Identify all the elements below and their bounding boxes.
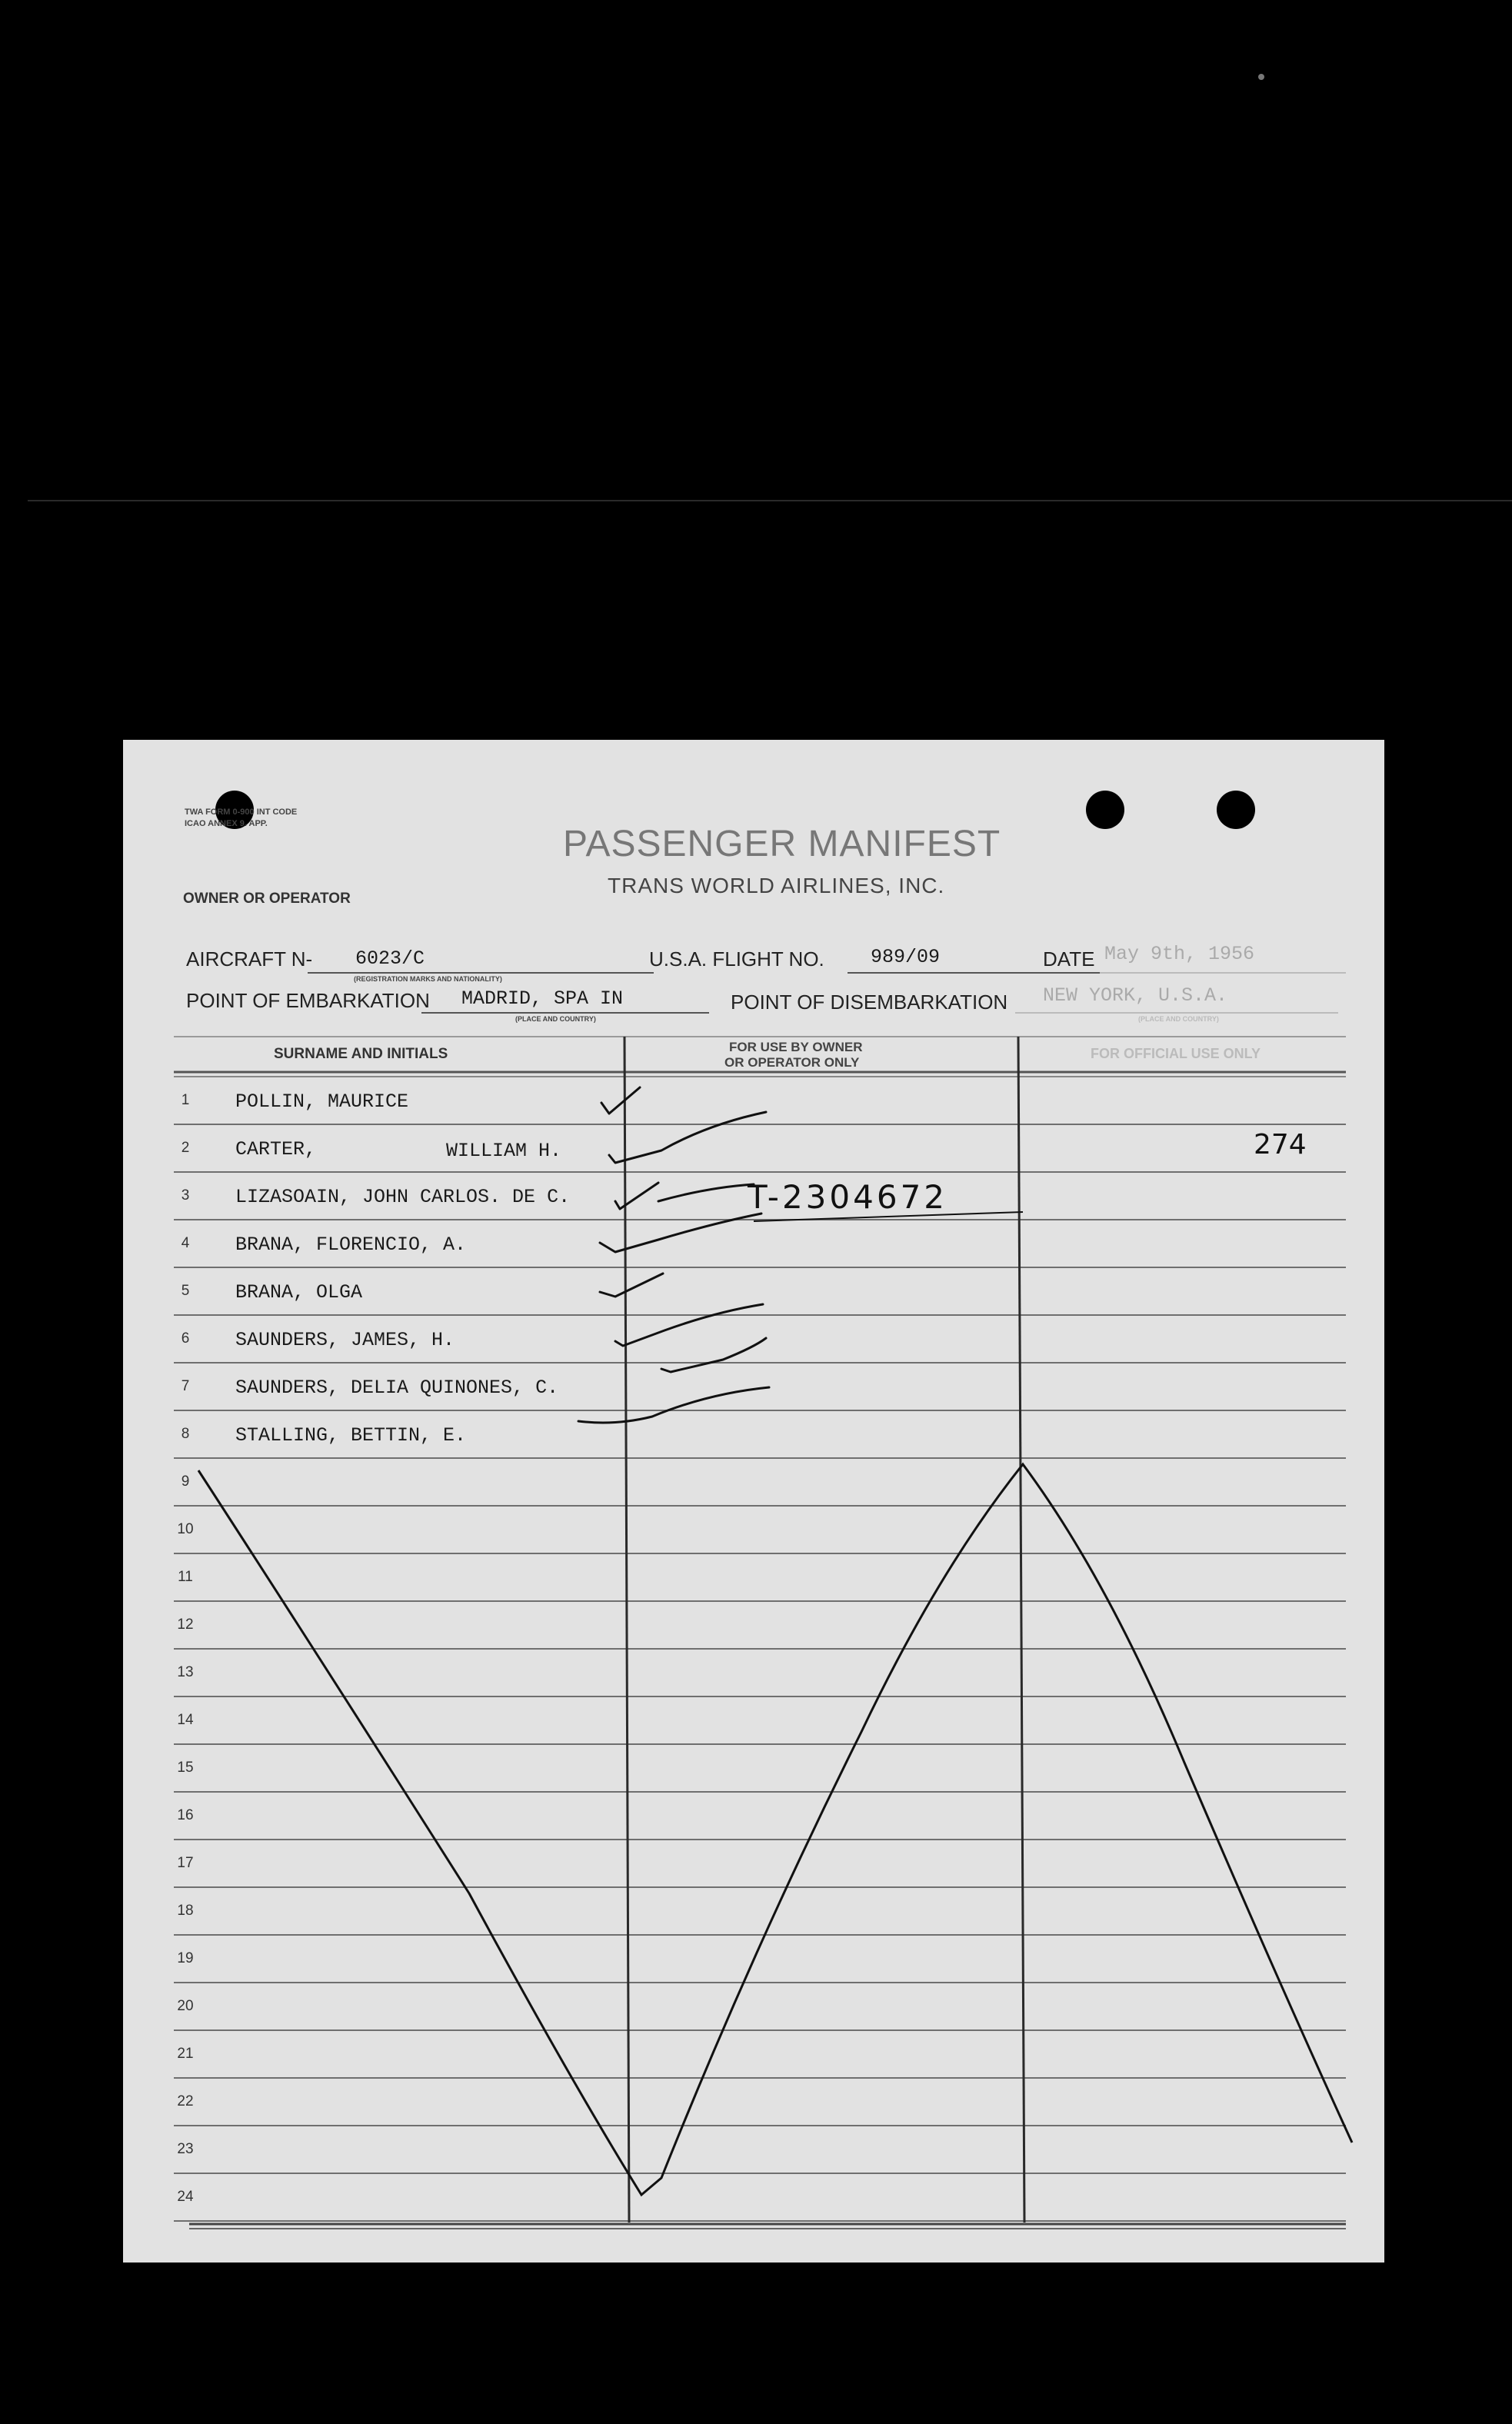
official-number: 274 [1254, 1129, 1307, 1160]
scan-speck [1258, 74, 1264, 80]
page-title: PASSENGER MANIFEST [563, 824, 1001, 864]
ticket-number: T-2304672 [748, 1178, 948, 1216]
scan-edge-line [28, 500, 1512, 501]
row-number: 20 [177, 1998, 194, 2014]
check-marks [578, 1087, 769, 1423]
row-number: 9 [181, 1473, 190, 1490]
row-number: 10 [177, 1521, 194, 1537]
aircraft-label: AIRCRAFT N- [186, 947, 313, 971]
row-number: 15 [177, 1760, 194, 1776]
embarkation-caption: (PLACE AND COUNTRY) [515, 1015, 596, 1023]
date-value: May 9th, 1956 [1104, 943, 1255, 965]
passenger-name: LIZASOAIN, JOHN CARLOS. DE C. [235, 1186, 571, 1208]
passenger-name: SAUNDERS, JAMES, H. [235, 1329, 455, 1351]
passenger-name: CARTER, [235, 1138, 317, 1160]
column-header-names: SURNAME AND INITIALS [274, 1046, 448, 1062]
date-label: DATE [1043, 947, 1095, 971]
passenger-given-name: WILLIAM H. [446, 1140, 562, 1162]
row-number: 24 [177, 2189, 194, 2205]
row-number: 12 [177, 1617, 194, 1633]
disembarkation-label: POINT OF DISEMBARKATION [731, 991, 1008, 1014]
passenger-name: SAUNDERS, DELIA QUINONES, C. [235, 1377, 559, 1399]
row-number: 8 [181, 1426, 190, 1442]
passenger-name: BRANA, FLORENCIO, A. [235, 1234, 467, 1256]
embarkation-label: POINT OF EMBARKATION [186, 989, 430, 1012]
row-number: 22 [177, 2093, 194, 2109]
row-number: 17 [177, 1855, 194, 1871]
row-number: 11 [178, 1569, 193, 1585]
passenger-name: POLLIN, MAURICE [235, 1090, 409, 1113]
disembarkation-value: NEW YORK, U.S.A. [1043, 984, 1228, 1007]
row-number: 2 [181, 1140, 190, 1156]
disembarkation-caption: (PLACE AND COUNTRY) [1138, 1015, 1219, 1023]
aircraft-caption: (REGISTRATION MARKS AND NATIONALITY) [354, 975, 502, 983]
row-rules [174, 1124, 1346, 2221]
row-number: 1 [181, 1092, 190, 1108]
embarkation-value: MADRID, SPA IN [461, 987, 624, 1010]
owner-operator-label: OWNER OR OPERATOR [183, 891, 351, 907]
flight-value: 989/09 [871, 946, 941, 968]
airline-name: TRANS WORLD AIRLINES, INC. [608, 874, 945, 897]
row-number: 13 [177, 1664, 194, 1680]
passenger-name: BRANA, OLGA [235, 1281, 363, 1304]
manifest-grid [123, 740, 1384, 2263]
column-header-owner-1: FOR USE BY OWNER [729, 1040, 863, 1054]
column-divider-left [624, 1037, 629, 2223]
row-number: 5 [181, 1283, 190, 1299]
row-number: 7 [181, 1378, 190, 1394]
row-number: 3 [181, 1187, 190, 1204]
flight-label: U.S.A. FLIGHT NO. [649, 947, 824, 971]
row-number: 16 [177, 1807, 194, 1823]
cancellation-strokes [198, 1464, 1352, 2195]
passenger-name: STALLING, BETTIN, E. [235, 1424, 467, 1447]
row-number: 14 [177, 1712, 194, 1728]
row-number: 23 [177, 2141, 194, 2157]
aircraft-value: 6023/C [355, 947, 425, 970]
row-number: 4 [181, 1235, 190, 1251]
column-divider-right [1018, 1037, 1024, 2223]
column-header-owner-2: OR OPERATOR ONLY [724, 1055, 860, 1070]
manifest-sheet [123, 740, 1384, 2263]
column-header-official: FOR OFFICIAL USE ONLY [1091, 1046, 1261, 1061]
form-ref-2: ICAO ANNEX 9. APP. [185, 819, 268, 828]
row-number: 21 [177, 2046, 194, 2062]
row-number: 19 [177, 1950, 194, 1966]
row-number: 18 [177, 1903, 194, 1919]
row-number: 6 [181, 1330, 190, 1347]
form-ref-1: TWA FORM 0-900 INT CODE [185, 807, 298, 817]
